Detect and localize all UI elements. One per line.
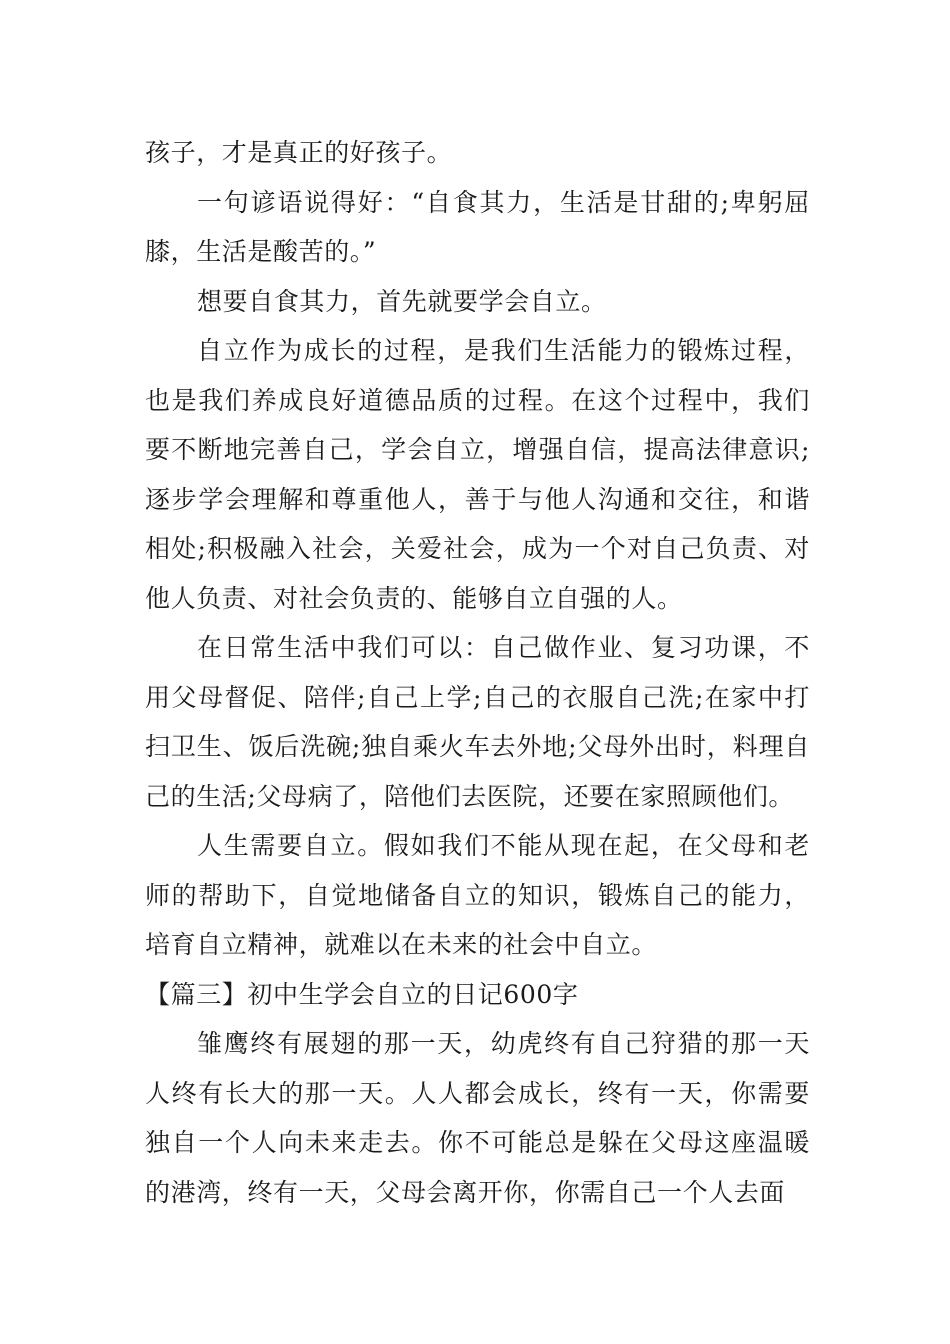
paragraph-continuation: 孩子，才是真正的好孩子。 <box>145 138 453 167</box>
paragraph-self-reliance: 想要自食其力，首先就要学会自立。 <box>197 286 607 316</box>
paragraph-life-needs-independence: 人生需要自立。假如我们不能从现在起，在父母和老师的帮助下，自觉地储备自立的知识，锻炼自己的能力，培育自立精神，就难以在未来的社会中自立。 <box>145 831 810 959</box>
paragraph-growth-process: 自立作为成长的过程，是我们生活能力的锻炼过程，也是我们养成良好道德品质的过程。在这个过程中，我们要不断地完善自己，学会自立，增强自信，提高法律意识;逐步学会理解和尊重他人，善于与他人沟通和交往，和谐相处;积极融入社会，关爱社会，成为一个对自己负责、对他人负责、对社会负责的、能够自立自强的人。 <box>145 336 810 613</box>
document-body <box>145 128 810 1217</box>
section-heading: 【篇三】初中生学会自立的日记600字 <box>145 979 579 1009</box>
paragraph-eaglet: 雏鹰终有展翅的那一天，幼虎终有自己狩猎的那一天人终有长大的那一天。人人都会成长，终有一天，你需要独自一个人向未来走去。你不可能总是躲在父母这座温暖的港湾，终有一天，父母会离开你，你需自己一个人去面 <box>145 1029 810 1207</box>
paragraph-daily-life: 在日常生活中我们可以：自己做作业、复习功课，不用父母督促、陪伴;自己上学;自己的衣服自己洗;在家中打扫卫生、饭后洗碗;独自乘火车去外地;父母外出时，料理自己的生活;父母病了，陪他们去医院，还要在家照顾他们。 <box>145 633 810 811</box>
paragraph-proverb: 一句谚语说得好：“自食其力，生活是甘甜的;卑躬屈膝，生活是酸苦的。” <box>145 187 810 266</box>
